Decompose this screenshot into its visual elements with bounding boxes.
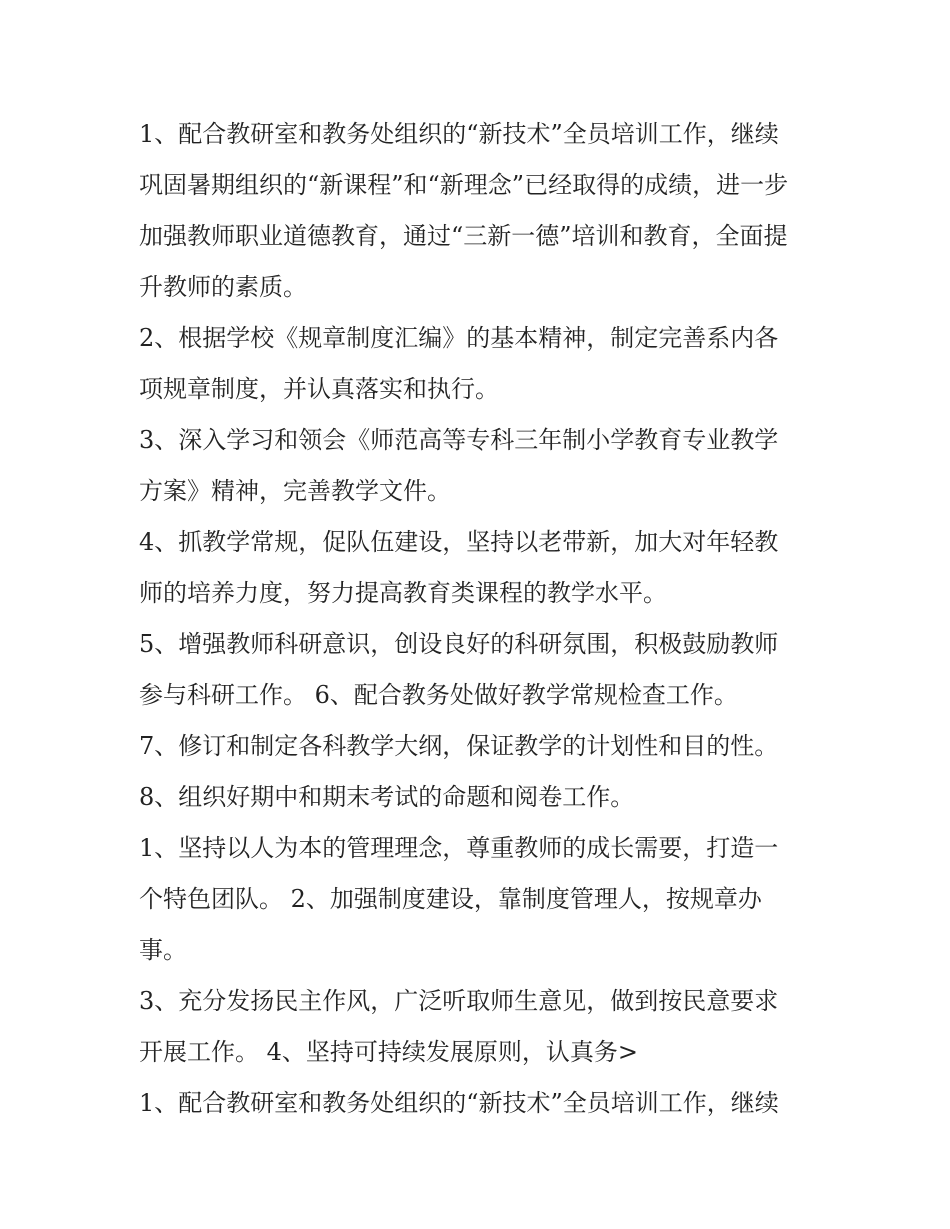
text-line: 7、修订和制定各科教学大纲，保证教学的计划性和目的性。 <box>139 732 779 760</box>
text-line: 1、配合教研室和教务处组织的“新技术”全员培训工作，继续 <box>139 1089 779 1117</box>
text-line: 5、增强教师科研意识，创设良好的科研氛围，积极鼓励教师 <box>139 630 779 658</box>
text-line: 项规章制度，并认真落实和执行。 <box>139 375 499 403</box>
text-line: 3、深入学习和领会《师范高等专科三年制小学教育专业教学 <box>139 426 779 454</box>
text-line: 3、充分发扬民主作风，广泛听取师生意见，做到按民意要求 <box>139 987 779 1015</box>
text-line: 2、根据学校《规章制度汇编》的基本精神，制定完善系内各 <box>139 324 779 352</box>
document-body <box>139 109 819 1129</box>
text-line: 巩固暑期组织的“新课程”和“新理念”已经取得的成绩，进一步 <box>139 171 789 199</box>
text-line: 方案》精神，完善教学文件。 <box>139 477 451 505</box>
text-line: 师的培养力度，努力提高教育类课程的教学水平。 <box>139 579 667 607</box>
text-line: 开展工作。 4、坚持可持续发展原则，认真务> <box>139 1038 639 1066</box>
text-line: 1、配合教研室和教务处组织的“新技术”全员培训工作，继续 <box>139 120 779 148</box>
text-line: 个特色团队。 2、加强制度建设，靠制度管理人，按规章办 <box>139 885 762 913</box>
text-line: 事。 <box>139 936 187 964</box>
text-line: 参与科研工作。 6、配合教务处做好教学常规检查工作。 <box>139 681 738 709</box>
text-line: 8、组织好期中和期末考试的命题和阅卷工作。 <box>139 783 635 811</box>
text-line: 1、坚持以人为本的管理理念，尊重教师的成长需要，打造一 <box>139 834 779 862</box>
text-line: 加强教师职业道德教育，通过“三新一德”培训和教育，全面提 <box>139 222 788 250</box>
text-line: 4、抓教学常规，促队伍建设，坚持以老带新，加大对年轻教 <box>139 528 779 556</box>
text-line: 升教师的素质。 <box>139 273 307 301</box>
